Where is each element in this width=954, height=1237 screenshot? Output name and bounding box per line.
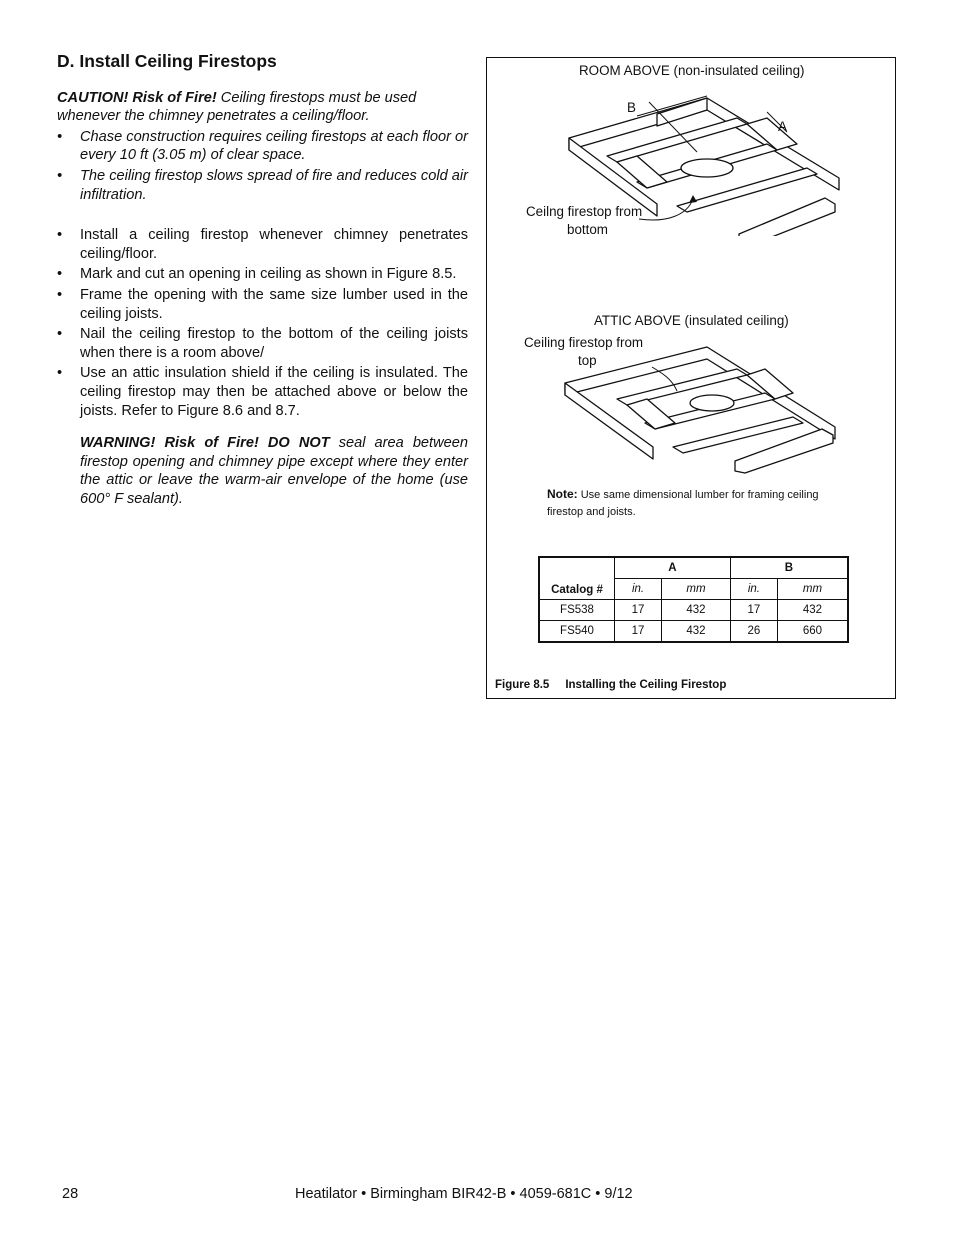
- caution-paragraph: [57, 89, 468, 126]
- dimension-a-label: A: [778, 119, 787, 134]
- unit-mm: mm: [777, 579, 848, 600]
- warning-text: seal area between firestop opening and chimney pipe except where they enter the attic or leave the warm-air envelope of the home (use 600° F sealant).: [80, 435, 468, 507]
- note-text: Use same dimensional lumber for framing ceiling firestop and joists.: [547, 489, 819, 518]
- firestop-top-label-line1: Ceiling firestop from: [524, 335, 644, 350]
- caution-bullets: [57, 128, 468, 204]
- unit-mm: mm: [662, 579, 731, 600]
- catalog-header: Catalog #: [539, 557, 615, 600]
- figure-note: [547, 486, 847, 521]
- attic-above-label: ATTIC ABOVE (insulated ceiling): [594, 313, 789, 328]
- caution-text: Ceiling firestops must be used whenever the chimney penetrates a ceiling/floor.: [57, 89, 417, 125]
- unit-in: in.: [730, 579, 777, 600]
- instructions-column: [57, 52, 468, 508]
- step-list: [57, 226, 468, 420]
- catalog-table: [538, 556, 849, 643]
- unit-in: in.: [615, 579, 662, 600]
- firestop-bottom-label-line1: Ceilng firestop from: [526, 204, 643, 219]
- attic-above-illustration: [557, 343, 842, 475]
- col-b-header: B: [730, 557, 848, 579]
- page-number: 28: [62, 1186, 79, 1202]
- note-label: Note:: [547, 487, 578, 501]
- pointer-arrow-icon: [637, 193, 707, 228]
- step-item: • Nail the ceiling firestop to the bottom of the ceiling joists when there is a room above/: [57, 326, 468, 361]
- room-above-label: ROOM ABOVE (non-insulated ceiling): [579, 63, 805, 78]
- warning-label: WARNING! Risk of Fire! DO NOT: [80, 435, 330, 452]
- footer-text: Heatilator • Birmingham BIR42-B • 4059-681C • 9/12: [295, 1186, 633, 1202]
- section-title: D. Install Ceiling Firestops: [57, 51, 277, 71]
- step-item: • Install a ceiling firestop whenever chimney penetrates ceiling/floor.: [57, 227, 468, 262]
- caption-number: Figure 8.5: [495, 679, 550, 691]
- warning-paragraph: [80, 434, 468, 508]
- figure-caption: [495, 679, 726, 691]
- firestop-top-label-line2: top: [578, 353, 597, 368]
- col-a-header: A: [615, 557, 731, 579]
- caution-bullet: • Chase construction requires ceiling firestops at each floor or every 10 ft (3.05 m) of clear space.: [57, 128, 468, 164]
- caution-label: CAUTION! Risk of Fire!: [57, 89, 217, 106]
- table-row: FS540 17 432 26 660: [539, 621, 848, 643]
- firestop-bottom-label-line2: bottom: [567, 222, 608, 237]
- dimension-b-label: B: [627, 100, 636, 115]
- step-item: • Frame the opening with the same size lumber used in the ceiling joists.: [57, 286, 468, 322]
- step-item: • Use an attic insulation shield if the ceiling is insulated. The ceiling firestop may then be attached above or below the joists. Refer to Figure 8.6 and 8.7.: [57, 365, 468, 419]
- caption-text: Installing the Ceiling Firestop: [565, 679, 727, 691]
- caution-bullet: • The ceiling firestop slows spread of fire and reduces cold air infiltration.: [57, 167, 468, 203]
- table-header-row: [539, 557, 848, 579]
- step-item: • Mark and cut an opening in ceiling as shown in Figure 8.5.: [57, 266, 457, 283]
- table-row: FS538 17 432 17 432: [539, 600, 848, 621]
- figure-box: [486, 57, 896, 699]
